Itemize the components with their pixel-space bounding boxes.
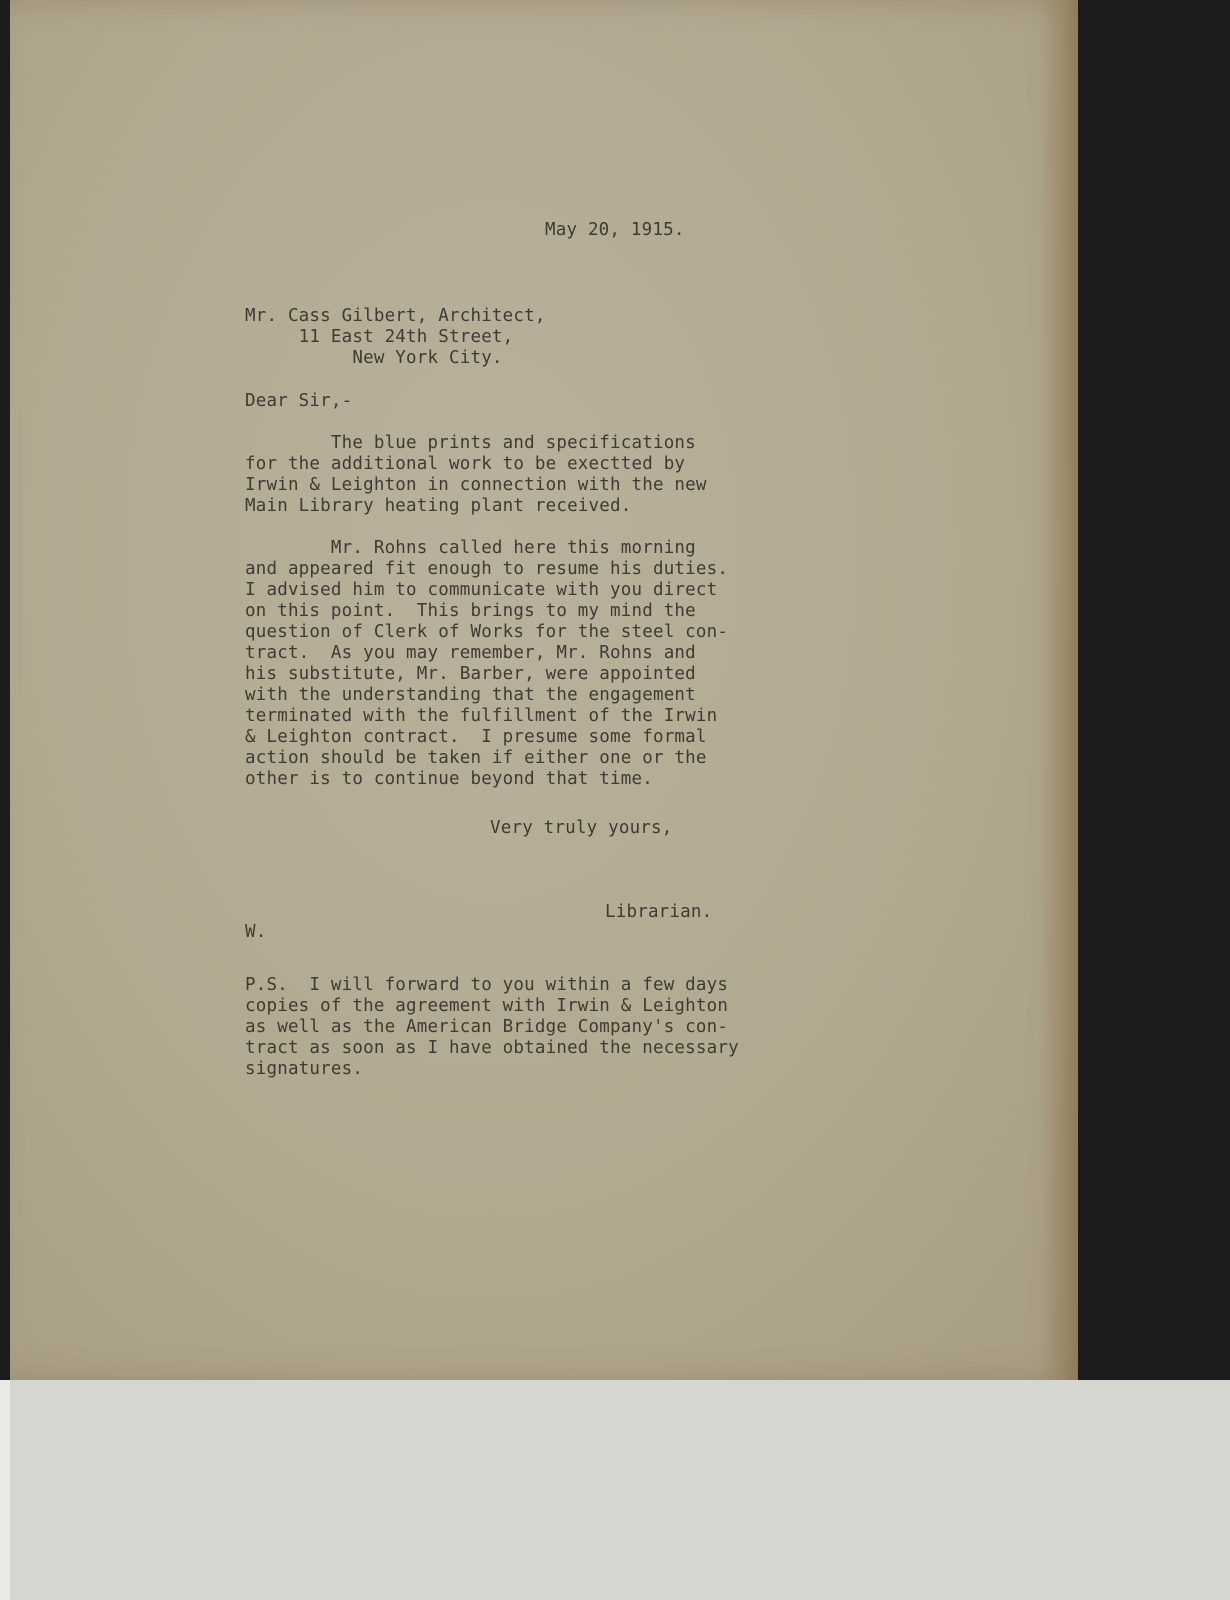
paragraph-line: action should be taken if either one or the xyxy=(245,748,707,768)
paragraph-line: I advised him to communicate with you direct xyxy=(245,580,718,600)
paragraph-line: Mr. Rohns called here this morning xyxy=(245,538,696,558)
postscript-line: P.S. I will forward to you within a few days xyxy=(245,975,729,995)
signature-title: Librarian. xyxy=(605,902,713,922)
paragraph-line: question of Clerk of Works for the steel con- xyxy=(245,622,729,642)
paragraph-line: for the additional work to be exectted by xyxy=(245,454,686,474)
postscript-line: copies of the agreement with Irwin & Leighton xyxy=(245,996,729,1016)
paragraph-line: other is to continue beyond that time. xyxy=(245,769,653,789)
salutation: Dear Sir,- xyxy=(245,391,353,411)
paragraph-line: and appeared fit enough to resume his duties. xyxy=(245,559,729,579)
paragraph-line: with the understanding that the engagement xyxy=(245,685,696,705)
address-line: 11 East 24th Street, xyxy=(245,327,514,347)
paragraph-line: Main Library heating plant received. xyxy=(245,496,632,516)
paragraph-line: on this point. This brings to my mind the xyxy=(245,601,696,621)
body-paragraph-2 xyxy=(245,538,728,790)
page-edge-shading xyxy=(1040,0,1078,1380)
complimentary-close: Very truly yours, xyxy=(490,818,673,838)
typist-initials: W. xyxy=(245,922,267,942)
paragraph-line: The blue prints and specifications xyxy=(245,433,696,453)
paragraph-line: Irwin & Leighton in connection with the new xyxy=(245,475,707,495)
address-line: New York City. xyxy=(245,348,503,368)
postscript-line: signatures. xyxy=(245,1059,364,1079)
postscript xyxy=(245,975,739,1080)
scan-background xyxy=(0,1380,1230,1600)
address-line: Mr. Cass Gilbert, Architect, xyxy=(245,306,546,326)
scan-background-edge xyxy=(0,1380,10,1600)
recipient-address xyxy=(245,306,546,369)
letter-date: May 20, 1915. xyxy=(545,220,685,240)
paragraph-line: his substitute, Mr. Barber, were appointed xyxy=(245,664,696,684)
paragraph-line: terminated with the fulfillment of the Irwin xyxy=(245,706,718,726)
postscript-line: tract as soon as I have obtained the necessary xyxy=(245,1038,739,1058)
paragraph-line: tract. As you may remember, Mr. Rohns and xyxy=(245,643,696,663)
paragraph-line: & Leighton contract. I presume some formal xyxy=(245,727,707,747)
body-paragraph-1 xyxy=(245,433,707,517)
postscript-line: as well as the American Bridge Company's con- xyxy=(245,1017,729,1037)
